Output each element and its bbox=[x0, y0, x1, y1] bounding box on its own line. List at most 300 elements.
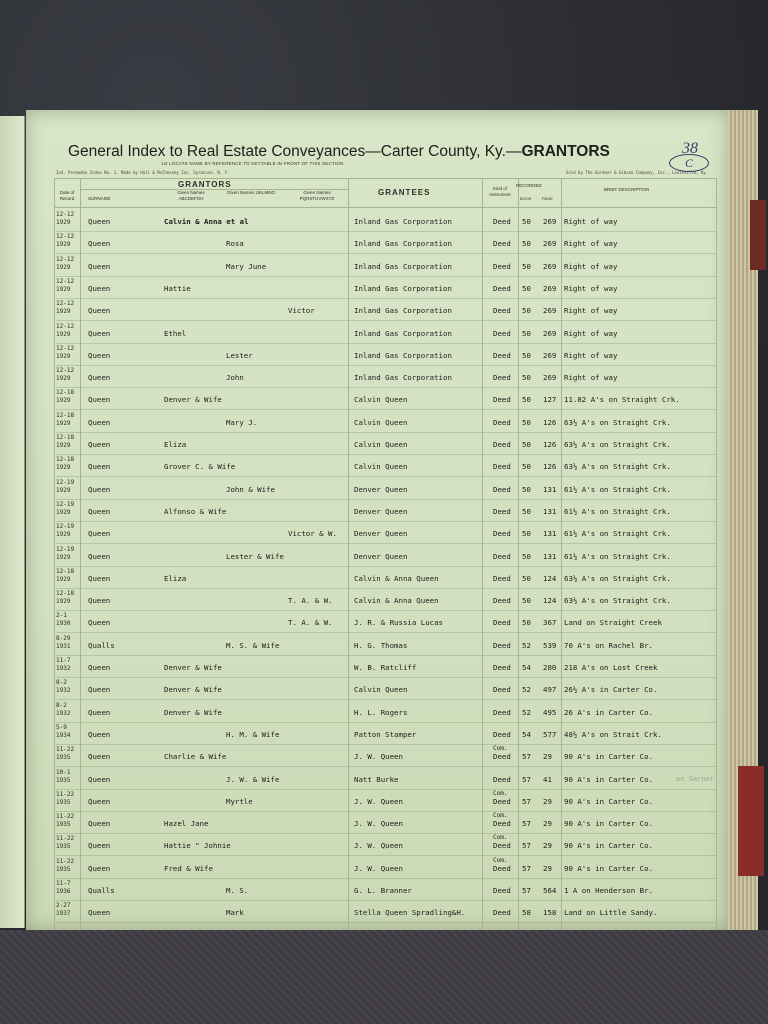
row-book: 50 bbox=[522, 239, 531, 249]
row-page: 131 bbox=[543, 551, 557, 561]
row-date-day: 12-12 bbox=[56, 255, 75, 263]
row-description: 26 A's in Carter Co. bbox=[564, 707, 653, 717]
row-description: 61½ A's on Straight Crk. bbox=[564, 529, 671, 539]
table-row bbox=[26, 678, 728, 700]
row-surname: Queen bbox=[88, 506, 111, 516]
row-given-name: Ethel bbox=[164, 328, 187, 338]
row-given-name: J. W. & Wife bbox=[226, 774, 280, 784]
row-kind: Deed bbox=[493, 663, 511, 672]
row-date bbox=[56, 880, 70, 896]
row-given-name: H. M. & Wife bbox=[226, 729, 280, 739]
row-date-year: 1929 bbox=[56, 442, 71, 449]
row-date-day: 12-19 bbox=[56, 500, 75, 508]
row-grantee: Denver Queen bbox=[354, 529, 408, 539]
row-date bbox=[56, 902, 70, 918]
row-date-year: 1929 bbox=[56, 375, 71, 383]
row-grantee: J. W. Queen bbox=[354, 841, 403, 851]
header-recorded: RECORDED bbox=[516, 183, 542, 188]
row-book: 57 bbox=[522, 819, 531, 829]
table-row bbox=[26, 745, 728, 767]
page-suffix: C bbox=[669, 154, 709, 172]
row-date-day: 5-9 bbox=[56, 723, 67, 731]
table-row bbox=[26, 834, 728, 856]
row-date-day: 11-7 bbox=[56, 657, 71, 664]
red-index-tab bbox=[750, 200, 766, 270]
row-date-day: 11-7 bbox=[56, 880, 71, 887]
row-grantee: Denver Queen bbox=[354, 484, 408, 494]
row-surname: Queen bbox=[88, 729, 111, 739]
row-book: 52 bbox=[522, 685, 531, 695]
table-row bbox=[26, 634, 728, 656]
row-kind: Deed bbox=[493, 886, 511, 895]
row-given-name: Lester & Wife bbox=[226, 551, 284, 561]
row-description: Land on Straight Creek bbox=[564, 618, 662, 628]
row-surname: Queen bbox=[88, 350, 111, 360]
header-surname: SURNAME bbox=[88, 196, 111, 201]
row-date-year: 1935 bbox=[56, 865, 71, 873]
row-kind: Deed bbox=[493, 484, 511, 494]
row-surname: Queen bbox=[88, 261, 111, 271]
row-date-day: 8-2 bbox=[56, 679, 67, 687]
row-description: 26½ A's in Carter Co. bbox=[564, 685, 658, 695]
table-row bbox=[26, 500, 728, 522]
row-book: 50 bbox=[522, 462, 531, 472]
row-book: 50 bbox=[522, 596, 531, 606]
row-given-name: Rosa bbox=[226, 239, 244, 249]
row-description: Right of way bbox=[564, 350, 618, 360]
row-page: 577 bbox=[543, 729, 557, 739]
row-date bbox=[56, 479, 74, 495]
carpet-surface bbox=[0, 930, 768, 1024]
row-page: 269 bbox=[543, 261, 557, 271]
table-row bbox=[26, 299, 728, 321]
table-row bbox=[26, 567, 728, 589]
row-date-year: 1929 bbox=[56, 285, 71, 293]
row-page: 29 bbox=[543, 819, 552, 829]
row-page: 29 bbox=[543, 796, 552, 806]
row-date bbox=[56, 702, 70, 718]
row-date bbox=[56, 345, 74, 361]
header-description: BRIEF DESCRIPTION bbox=[604, 187, 650, 192]
row-date bbox=[56, 612, 70, 628]
row-date-day: 10-1 bbox=[56, 768, 71, 776]
row-date bbox=[56, 590, 74, 606]
row-given-name: Denver & Wife bbox=[164, 395, 222, 405]
row-kind: Deed bbox=[493, 283, 511, 293]
header-kind: Kind of Instrument bbox=[489, 186, 511, 197]
row-grantee: G. L. Branner bbox=[354, 886, 412, 895]
row-book: 58 bbox=[522, 908, 531, 918]
row-kind-note: Com. bbox=[493, 856, 508, 864]
row-kind: Deed bbox=[493, 328, 511, 338]
row-description: 61½ A's on Straight Crk. bbox=[564, 506, 671, 516]
publisher-note-left: Ind. Permadex Index No. 1. Made by Hall & McChesney Inc. Syracuse, N. Y. bbox=[56, 170, 230, 175]
row-description: Right of way bbox=[564, 328, 618, 338]
row-date-year: 1934 bbox=[56, 731, 71, 739]
row-surname: Queen bbox=[88, 484, 111, 494]
row-date bbox=[56, 323, 74, 339]
row-given-name: T. A. & W. bbox=[288, 618, 333, 628]
row-surname: Queen bbox=[88, 239, 111, 249]
header-given-1: Given Names ABCDEFGH bbox=[177, 190, 205, 201]
row-kind-note: Com. bbox=[493, 812, 508, 820]
row-kind: Deed bbox=[493, 640, 511, 650]
left-page-edge bbox=[0, 116, 25, 928]
row-description: 1 A on Henderson Br. bbox=[564, 886, 653, 895]
row-page: 367 bbox=[543, 618, 557, 628]
row-book: 54 bbox=[522, 729, 531, 739]
row-surname: Queen bbox=[88, 283, 111, 293]
row-date-day: 12-12 bbox=[56, 300, 75, 308]
row-date-day: 12-12 bbox=[56, 211, 75, 218]
row-description: Right of way bbox=[564, 217, 618, 226]
row-kind: Deed bbox=[493, 841, 511, 851]
row-date-year: 1929 bbox=[56, 308, 71, 316]
row-date-day: 12-18 bbox=[56, 456, 75, 464]
row-date-day: 12-19 bbox=[56, 478, 75, 486]
row-date bbox=[56, 635, 70, 651]
row-date bbox=[56, 657, 70, 673]
row-grantee: Inland Gas Corporation bbox=[354, 373, 452, 383]
row-given-name: Alfonso & Wife bbox=[164, 506, 227, 516]
row-surname: Queen bbox=[88, 328, 111, 338]
row-date-day: 12-19 bbox=[56, 523, 75, 531]
row-page: 564 bbox=[543, 886, 557, 895]
row-description: Right of way bbox=[564, 306, 618, 316]
row-date-year: 1935 bbox=[56, 798, 71, 806]
row-grantee: Inland Gas Corporation bbox=[354, 239, 452, 249]
row-page: 124 bbox=[543, 573, 557, 583]
row-date-year: 1935 bbox=[56, 843, 71, 851]
row-date-day: 11-22 bbox=[56, 790, 75, 798]
header-page: PAGE bbox=[542, 196, 553, 201]
row-page: 158 bbox=[543, 908, 557, 918]
table-row bbox=[26, 901, 728, 923]
row-date-year: 1929 bbox=[56, 553, 71, 561]
table-row bbox=[26, 545, 728, 567]
row-date-day: 12-18 bbox=[56, 411, 75, 419]
row-book: 50 bbox=[522, 395, 531, 405]
row-kind: Deed bbox=[493, 819, 511, 829]
table-row bbox=[26, 723, 728, 745]
row-surname: Queen bbox=[88, 618, 111, 628]
row-date bbox=[56, 813, 74, 829]
row-date bbox=[56, 546, 74, 562]
row-given-name: Fred & Wife bbox=[164, 863, 213, 873]
row-page: 280 bbox=[543, 663, 557, 672]
row-grantee: Calvin Queen bbox=[354, 417, 408, 427]
row-date bbox=[56, 724, 70, 740]
header-book: BOOK bbox=[520, 196, 532, 201]
row-page: 269 bbox=[543, 350, 557, 360]
row-given-name: Calvin & Anna et al bbox=[164, 217, 249, 226]
row-given-name: Charlie & Wife bbox=[164, 752, 227, 762]
row-description: 63½ A's on Straight Crk. bbox=[564, 417, 671, 427]
table-row bbox=[26, 478, 728, 500]
header-given-2: Given Names IJKLMNO bbox=[226, 190, 275, 195]
table-row bbox=[26, 857, 728, 879]
row-date bbox=[56, 679, 70, 695]
row-page: 41 bbox=[543, 774, 552, 784]
header-grantors: GRANTORS bbox=[178, 180, 232, 189]
row-surname: Queen bbox=[88, 440, 111, 449]
row-given-name: Denver & Wife bbox=[164, 685, 222, 695]
row-date-day: 2-1 bbox=[56, 612, 67, 620]
row-book: 50 bbox=[522, 573, 531, 583]
row-date-year: 1935 bbox=[56, 776, 71, 784]
row-surname: Queen bbox=[88, 373, 111, 383]
row-given-name: Myrtle bbox=[226, 796, 253, 806]
row-grantee: Calvin Queen bbox=[354, 685, 408, 695]
row-surname: Queen bbox=[88, 796, 111, 806]
table-row bbox=[26, 433, 728, 455]
row-date-day: 11-22 bbox=[56, 813, 75, 821]
row-page: 127 bbox=[543, 395, 557, 405]
row-kind: Deed bbox=[493, 573, 511, 583]
row-surname: Queen bbox=[88, 551, 111, 561]
row-description: 90 A's in Carter Co. bbox=[564, 841, 653, 851]
row-kind-note: Com. bbox=[493, 789, 508, 797]
row-date-day: 12-18 bbox=[56, 590, 75, 598]
row-book: 50 bbox=[522, 440, 531, 449]
row-surname: Qualls bbox=[88, 886, 115, 895]
row-date-year: 1929 bbox=[56, 263, 71, 271]
row-date bbox=[56, 233, 74, 249]
row-date-day: 8-2 bbox=[56, 701, 67, 709]
row-date-year: 1931 bbox=[56, 642, 71, 650]
table-row bbox=[26, 455, 728, 477]
row-date-day: 12-12 bbox=[56, 367, 75, 375]
row-page: 29 bbox=[543, 841, 552, 851]
row-given-name: Mark bbox=[226, 908, 244, 918]
row-description: Right of way bbox=[564, 373, 618, 383]
row-grantee: Denver Queen bbox=[354, 551, 408, 561]
row-date-year: 1929 bbox=[56, 486, 71, 494]
row-grantee: Inland Gas Corporation bbox=[354, 217, 452, 226]
row-date-day: 12-18 bbox=[56, 434, 75, 441]
row-grantee: Denver Queen bbox=[354, 506, 408, 516]
row-book: 50 bbox=[522, 283, 531, 293]
row-grantee: Inland Gas Corporation bbox=[354, 261, 452, 271]
row-description: Land on Little Sandy. bbox=[564, 908, 658, 918]
table-row bbox=[26, 411, 728, 433]
row-book: 57 bbox=[522, 796, 531, 806]
row-date bbox=[56, 300, 74, 316]
row-book: 50 bbox=[522, 484, 531, 494]
row-page: 29 bbox=[543, 752, 552, 762]
row-surname: Queen bbox=[88, 752, 111, 762]
row-given-name: Grover C. & Wife bbox=[164, 462, 236, 472]
row-date-year: 1929 bbox=[56, 241, 71, 249]
row-kind: Deed bbox=[493, 685, 511, 695]
row-surname: Queen bbox=[88, 707, 111, 717]
row-date-year: 1929 bbox=[56, 419, 71, 427]
row-description: 70 A's on Rachel Br. bbox=[564, 640, 653, 650]
header-rule-bottom bbox=[54, 207, 716, 208]
row-date bbox=[56, 434, 74, 450]
row-grantee: Calvin Queen bbox=[354, 395, 408, 405]
row-kind: Deed bbox=[493, 373, 511, 383]
row-date bbox=[56, 278, 74, 294]
row-kind: Deed bbox=[493, 239, 511, 249]
row-given-name: John & Wife bbox=[226, 484, 275, 494]
row-date bbox=[56, 256, 74, 272]
row-page: 131 bbox=[543, 484, 557, 494]
row-kind: Deed bbox=[493, 350, 511, 360]
header-date: Date of Record bbox=[59, 190, 75, 201]
row-book: 50 bbox=[522, 417, 531, 427]
row-date bbox=[56, 367, 74, 383]
page-title bbox=[68, 143, 610, 161]
row-description: 63½ A's on Straight Crk. bbox=[564, 440, 671, 449]
row-surname: Queen bbox=[88, 462, 111, 472]
row-kind: Deed bbox=[493, 529, 511, 539]
row-description: 11.82 A's on Straight Crk. bbox=[564, 395, 680, 405]
table-row bbox=[26, 611, 728, 633]
row-surname: Queen bbox=[88, 663, 111, 672]
row-surname: Queen bbox=[88, 529, 111, 539]
row-date bbox=[56, 501, 74, 517]
row-book: 57 bbox=[522, 752, 531, 762]
row-given-name: Mary J. bbox=[226, 417, 258, 427]
row-page: 269 bbox=[543, 239, 557, 249]
row-kind: Deed bbox=[493, 596, 511, 606]
title-section: GRANTORS bbox=[521, 143, 610, 160]
row-book: 50 bbox=[522, 328, 531, 338]
row-grantee: Calvin Queen bbox=[354, 462, 408, 472]
row-description: 63½ A's on Straight Crk. bbox=[564, 462, 671, 472]
row-given-name: Eliza bbox=[164, 440, 187, 449]
table-row bbox=[26, 210, 728, 232]
row-book: 57 bbox=[522, 774, 531, 784]
row-description: 90 A's in Carter Co. bbox=[564, 774, 653, 784]
row-margin-note: on Garner bbox=[676, 774, 714, 783]
table-row bbox=[26, 388, 728, 410]
table-row bbox=[26, 768, 728, 790]
row-book: 52 bbox=[522, 640, 531, 650]
row-date-day: 11-22 bbox=[56, 746, 75, 754]
table-row bbox=[26, 701, 728, 723]
row-book: 50 bbox=[522, 529, 531, 539]
row-kind: Deed bbox=[493, 261, 511, 271]
row-date-day: 2-27 bbox=[56, 902, 71, 910]
row-page: 269 bbox=[543, 283, 557, 293]
row-kind: Deed bbox=[493, 306, 511, 316]
table-row bbox=[26, 277, 728, 299]
row-description: 63½ A's on Straight Crk. bbox=[564, 573, 671, 583]
row-grantee: Patton Stamper bbox=[354, 729, 417, 739]
row-kind: Deed bbox=[493, 908, 511, 918]
row-date bbox=[56, 389, 74, 405]
row-page: 269 bbox=[543, 328, 557, 338]
row-given-name: Hattie bbox=[164, 283, 191, 293]
row-description: 48½ A's on Strait Crk. bbox=[564, 729, 662, 739]
row-page: 29 bbox=[543, 863, 552, 873]
row-page: 497 bbox=[543, 685, 557, 695]
row-date-year: 1937 bbox=[56, 910, 71, 918]
row-page: 269 bbox=[543, 217, 557, 226]
table-row bbox=[26, 879, 728, 901]
row-kind: Deed bbox=[493, 217, 511, 226]
row-given-name: Mary June bbox=[226, 261, 267, 271]
row-book: 50 bbox=[522, 506, 531, 516]
page-number: 38 bbox=[682, 140, 698, 157]
row-date bbox=[56, 835, 74, 851]
row-date-day: 12-18 bbox=[56, 389, 75, 397]
row-date-year: 1935 bbox=[56, 821, 71, 829]
row-given-name: Victor bbox=[288, 306, 315, 316]
row-date-day: 12-19 bbox=[56, 545, 75, 553]
row-date bbox=[56, 568, 74, 584]
row-date-day: 12-12 bbox=[56, 322, 75, 330]
row-kind: Deed bbox=[493, 440, 511, 449]
row-date bbox=[56, 858, 74, 874]
row-description: 61½ A's on Straight Crk. bbox=[564, 484, 671, 494]
row-surname: Queen bbox=[88, 573, 111, 583]
row-book: 50 bbox=[522, 306, 531, 316]
row-surname: Queen bbox=[88, 217, 111, 226]
row-date bbox=[56, 746, 74, 762]
row-date-year: 1929 bbox=[56, 219, 71, 226]
row-date-year: 1929 bbox=[56, 531, 71, 539]
row-date bbox=[56, 456, 74, 472]
row-given-name: Lester bbox=[226, 350, 253, 360]
table-row bbox=[26, 366, 728, 388]
row-date-day: 12-12 bbox=[56, 233, 75, 241]
row-surname: Queen bbox=[88, 306, 111, 316]
row-kind: Deed bbox=[493, 551, 511, 561]
row-book: 54 bbox=[522, 663, 531, 672]
row-grantee: J. W. Queen bbox=[354, 796, 403, 806]
row-grantee: H. G. Thomas bbox=[354, 640, 408, 650]
row-page: 131 bbox=[543, 529, 557, 539]
row-book: 50 bbox=[522, 373, 531, 383]
row-grantee: Calvin Queen bbox=[354, 440, 408, 449]
header-rule-top bbox=[54, 178, 716, 179]
row-given-name: Denver & Wife bbox=[164, 663, 222, 672]
row-date-day: 12-18 bbox=[56, 567, 75, 575]
row-date-year: 1932 bbox=[56, 687, 71, 695]
row-book: 50 bbox=[522, 217, 531, 226]
row-grantee: J. W. Queen bbox=[354, 819, 403, 829]
row-description: 90 A's in Carter Co. bbox=[564, 752, 653, 762]
row-given-name: Denver & Wife bbox=[164, 707, 222, 717]
row-page: 124 bbox=[543, 596, 557, 606]
row-date-year: 1929 bbox=[56, 575, 71, 583]
row-date-day: 8-29 bbox=[56, 634, 71, 642]
ledger-page bbox=[26, 110, 728, 930]
publisher-note-right: Sold by The Gardner & Gibson Company, Inc., Louisville, Ky. bbox=[566, 170, 709, 175]
row-kind: Deed bbox=[493, 774, 511, 784]
row-date-day: 11-22 bbox=[56, 835, 75, 843]
row-date-year: 1929 bbox=[56, 598, 71, 606]
row-given-name: Hazel Jane bbox=[164, 819, 209, 829]
table-row bbox=[26, 232, 728, 254]
row-kind: Deed bbox=[493, 729, 511, 739]
row-page: 126 bbox=[543, 417, 557, 427]
row-surname: Queen bbox=[88, 863, 111, 873]
row-book: 50 bbox=[522, 551, 531, 561]
row-kind: Deed bbox=[493, 707, 511, 717]
row-surname: Queen bbox=[88, 596, 111, 606]
row-rule bbox=[56, 922, 716, 923]
row-given-name: John bbox=[226, 373, 244, 383]
header-grantees: GRANTEES bbox=[378, 188, 431, 197]
row-book: 52 bbox=[522, 707, 531, 717]
row-book: 50 bbox=[522, 261, 531, 271]
row-kind: Deed bbox=[493, 863, 511, 873]
row-grantee: H. L. Rogers bbox=[354, 707, 408, 717]
